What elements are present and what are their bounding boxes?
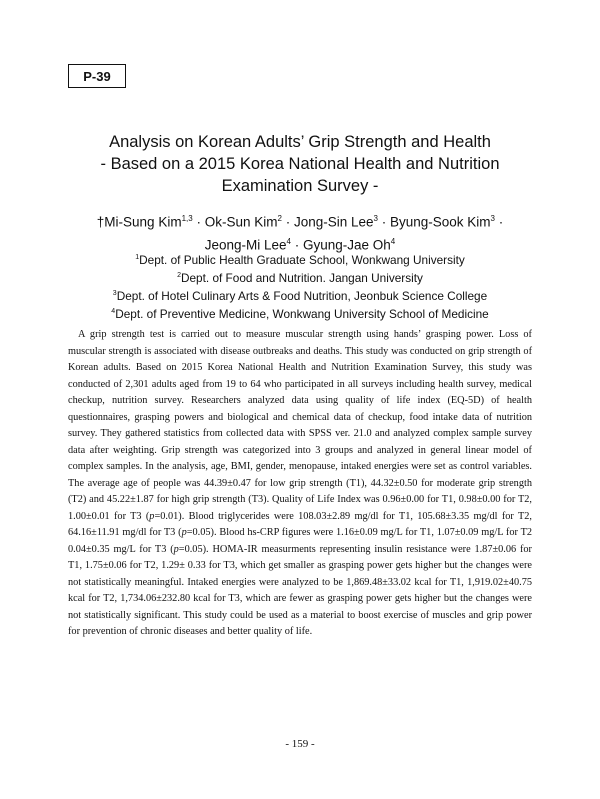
affiliation — [40, 250, 560, 268]
author-name: Jong-Sin Lee — [293, 214, 374, 230]
paper-title — [40, 131, 560, 197]
author-separator: · — [377, 214, 390, 230]
corresponding-author-mark: † — [96, 214, 105, 230]
author-affil-mark: 2 — [277, 214, 282, 223]
author-name: Mi-Sung Kim — [104, 214, 182, 230]
affiliation-text: Dept. of Public Health Graduate School, Wonkwang University — [139, 252, 465, 267]
author-name: Byung-Sook Kim — [389, 214, 491, 230]
affiliation-text: Dept. of Food and Nutrition. Jangan University — [180, 270, 423, 285]
author-line-1 — [40, 209, 560, 232]
author-affil-mark: 4 — [390, 236, 396, 246]
affiliation — [40, 304, 560, 322]
p-value-symbol: p — [173, 543, 179, 555]
title-line-1: Analysis on Korean Adults’ Grip Strength and Health — [109, 133, 491, 151]
affiliation-list — [40, 250, 560, 322]
author-name: Ok-Sun Kim — [204, 214, 278, 230]
author-name: Jeong-Mi Lee — [204, 237, 287, 252]
title-line-3: Examination Survey - — [221, 177, 379, 195]
author-separator: · — [281, 214, 294, 230]
author-separator: · — [291, 237, 303, 252]
affiliation-number: 3 — [112, 289, 117, 297]
affiliation-number: 4 — [111, 307, 116, 315]
abstract-text: =0.01). Blood triglycerides were 108.03±2.89 mg/dl for T1, 105.68±3.35 mg/dl for T2, 64.16±11.91 mg/dl for T3 ( — [68, 510, 532, 538]
abstract-text: =0.05). Blood hs-CRP figures were 1.16±0.09 mg/L for T1, 1.07±0.09 mg/L for T2 0.04±0.35 mg/L for T3 ( — [68, 527, 533, 555]
page-number: - 159 - — [285, 738, 315, 750]
author-affil-mark: 4 — [286, 236, 291, 246]
author-list — [40, 209, 560, 254]
author-separator: · — [192, 214, 205, 230]
affiliation-number: 2 — [177, 271, 181, 279]
p-value-symbol: p — [149, 510, 155, 522]
author-name: Gyung-Jae Oh — [303, 237, 391, 252]
abstract-body — [68, 327, 532, 641]
title-line-2: - Based on a 2015 Korea National Health and Nutrition — [100, 155, 500, 173]
p-value-symbol: p — [181, 527, 187, 538]
author-affil-mark: 3 — [490, 214, 495, 223]
abstract-text: A grip strength test is carried out to measure muscular strength using hands’ grasping power. Loss of muscular strength is associated with disease outbreaks and deaths. This study was conducted on grip strength of Korean adults. Based on 2015 Korea National Health and Nutrition Examination Survey, this study was conducted of 2,301 adults aged from 19 to 64 who participated in all surveys including health survey, medical checkup, nutrition survey. Researchers analyzed data using quality of life index (EQ-5D) of health questionnaires, grasping powers and biological and chemical data of checkup, food intake data of nutrition survey. They gathered statistics from collected data with SPSS ver. 21.0 and analyzed complex sample survey data after weighting. Grip strength was categorized into 3 groups and analyzed in general linear model of complex samples. In the analysis, age, BMI, gender, menopause, intaked energies were set as control variables. The average age of people was 44.39±0.47 for low grip strength (T1), 44.32±0.50 for moderate grip strength (T2) and 45.22±1.87 for high grip strength (T3). Quality of Life Index was 0.96±0.00 for T1, 0.98±0.00 for T2, 1.00±0.01 for T3 ( — [68, 329, 532, 522]
author-affil-mark: 1,3 — [181, 214, 193, 223]
affiliation — [40, 268, 560, 286]
affiliation-text: Dept. of Preventive Medicine, Wonkwang University School of Medicine — [115, 306, 489, 321]
author-separator: · — [494, 214, 504, 230]
abstract-text: =0.05). HOMA-IR measurments representing insulin resistance were 1.87±0.06 for T1, 1.75±0.06 for T2, 1.29± 0.33 for T3, which get smaller as grasping power gets higher but the changes were not statistically meaningful. Intaked energies were analyzed to be 1,869.48±33.02 kcal for T1, 1,919.02±40.75 kcal for T2, 1,734.06±232.80 kcal for T3, which are fewer as grasping power gets higher but the changes were not statistically significant. This study could be used as a material to boost exercise of muscles and grip power for prevention of chronic diseases and better quality of life. — [68, 543, 532, 637]
affiliation-text: Dept. of Hotel Culinary Arts & Food Nutrition, Jeonbuk Science College — [116, 288, 488, 303]
author-affil-mark: 3 — [373, 214, 378, 223]
affiliation — [40, 286, 560, 304]
affiliation-number: 1 — [135, 254, 140, 261]
poster-label: P-39 — [68, 64, 126, 88]
